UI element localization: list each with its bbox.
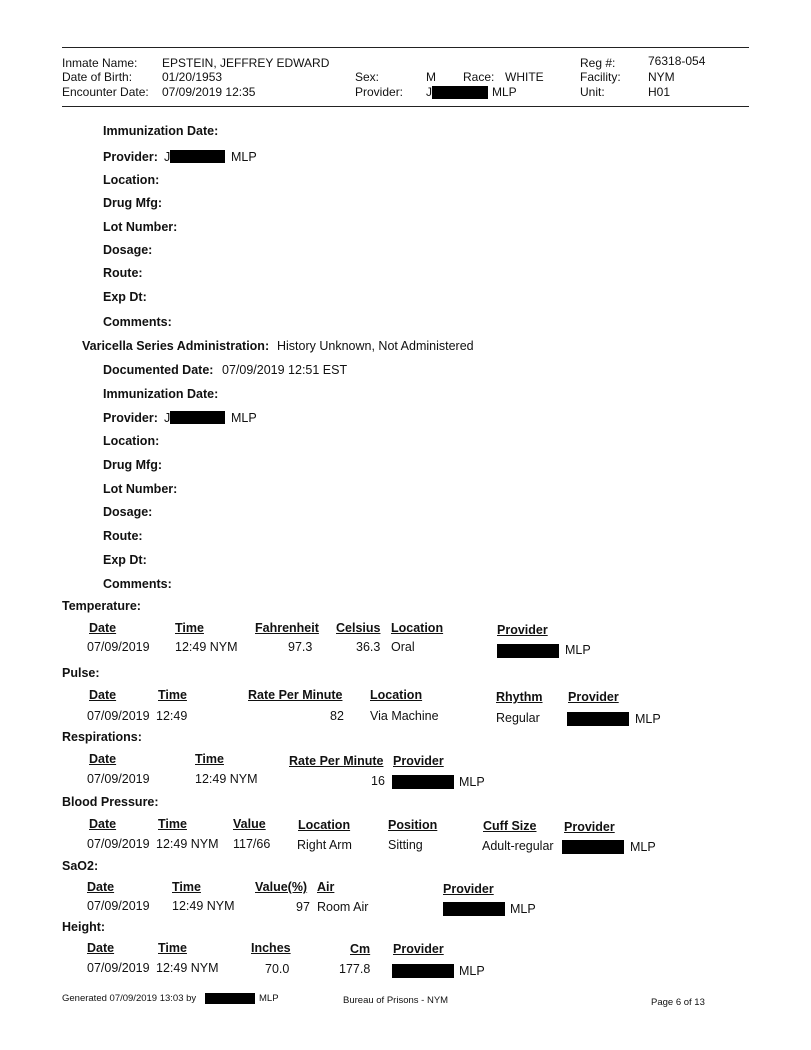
col-header-time: Time (158, 688, 187, 702)
varicella-title-label: Varicella Series Administration: (82, 339, 270, 353)
cell-provider-suffix: MLP (565, 643, 591, 657)
col-header-cm: Cm (350, 942, 371, 956)
redaction-bar (432, 86, 488, 99)
pulse-title: Pulse: (62, 666, 100, 680)
provider-suffix: MLP (492, 85, 517, 99)
unit-value: H01 (648, 85, 671, 99)
col-header-time: Time (195, 752, 224, 766)
col-header-air: Air (317, 880, 335, 894)
col-header-value: Value (233, 817, 266, 831)
header-top-rule (62, 47, 749, 48)
route-label: Route: (103, 529, 143, 543)
dosage-label: Dosage: (103, 243, 153, 257)
exp-dt-label: Exp Dt: (103, 290, 147, 304)
provider-prefix: J (426, 85, 432, 99)
lot-number-label: Lot Number: (103, 482, 178, 496)
cell-time: 12:49 NYM (195, 772, 258, 786)
cell-rate: 82 (330, 709, 344, 723)
provider-suffix: MLP (231, 411, 257, 425)
cell-date: 07/09/2019 (87, 899, 150, 913)
cell-time: 12:49 NYM (172, 899, 235, 913)
col-header-provider: Provider (497, 623, 548, 637)
redaction-bar (567, 712, 629, 726)
cell-date: 07/09/2019 (87, 772, 150, 786)
col-header-time: Time (172, 880, 201, 894)
cell-cuff-size: Adult-regular (482, 839, 554, 853)
reg-value: 76318-054 (648, 54, 706, 68)
footer-generated: Generated 07/09/2019 13:03 by (62, 993, 197, 1004)
col-header-location: Location (298, 818, 351, 832)
cell-date: 07/09/2019 (87, 709, 150, 723)
blood-pressure-title: Blood Pressure: (62, 795, 159, 809)
respirations-title: Respirations: (62, 730, 142, 744)
provider-label: Provider: (103, 411, 158, 425)
redaction-bar (170, 411, 225, 424)
reg-label: Reg #: (580, 56, 616, 70)
col-header-provider: Provider (393, 754, 444, 768)
redaction-bar (205, 993, 255, 1004)
provider-label: Provider: (355, 85, 404, 99)
provider-prefix: J (164, 411, 171, 425)
col-header-provider: Provider (564, 820, 615, 834)
cell-provider-suffix: MLP (459, 775, 485, 789)
col-header-date: Date (89, 621, 117, 635)
col-header-inches: Inches (251, 941, 291, 955)
cell-celsius: 36.3 (356, 640, 381, 654)
cell-fahrenheit: 97.3 (288, 640, 313, 654)
cell-date: 07/09/2019 (87, 640, 150, 654)
immunization-date-label: Immunization Date: (103, 387, 219, 401)
col-header-rhythm: Rhythm (496, 690, 543, 704)
comments-label: Comments: (103, 315, 172, 329)
dob-label: Date of Birth: (62, 70, 133, 84)
cell-location: Oral (391, 640, 415, 654)
cell-inches: 70.0 (265, 962, 290, 976)
location-label: Location: (103, 173, 160, 187)
location-label: Location: (103, 434, 160, 448)
route-label: Route: (103, 266, 143, 280)
redaction-bar (443, 902, 505, 916)
encounter-value: 07/09/2019 12:35 (162, 85, 256, 99)
col-header-provider: Provider (568, 690, 619, 704)
col-header-location: Location (370, 688, 423, 702)
comments-label: Comments: (103, 577, 172, 591)
cell-cm: 177.8 (339, 962, 371, 976)
col-header-provider: Provider (443, 882, 494, 896)
immunization-date-label: Immunization Date: (103, 124, 219, 138)
inmate-name: EPSTEIN, JEFFREY EDWARD (162, 56, 330, 70)
redaction-bar (170, 150, 225, 163)
footer-page: Page 6 of 13 (651, 997, 705, 1008)
cell-time: 12:49 NYM (175, 640, 238, 654)
col-header-date: Date (89, 752, 117, 766)
cell-provider-suffix: MLP (459, 964, 485, 978)
col-header-provider: Provider (393, 942, 444, 956)
cell-time: 12:49 NYM (156, 961, 219, 975)
redaction-bar (392, 964, 454, 978)
col-header-location: Location (391, 621, 444, 635)
col-header-fahrenheit: Fahrenheit (255, 621, 319, 635)
cell-rate: 16 (371, 774, 385, 788)
cell-date: 07/09/2019 (87, 837, 150, 851)
race-value: WHITE (505, 70, 544, 84)
provider-suffix: MLP (231, 150, 257, 164)
col-header-time: Time (158, 941, 187, 955)
cell-position: Sitting (388, 838, 423, 852)
exp-dt-label: Exp Dt: (103, 553, 147, 567)
col-header-time: Time (175, 621, 204, 635)
encounter-label: Encounter Date: (62, 85, 149, 99)
footer-center: Bureau of Prisons - NYM (343, 995, 449, 1006)
cell-value: 97 (296, 900, 310, 914)
lot-number-label: Lot Number: (103, 220, 178, 234)
documented-date-value: 07/09/2019 12:51 EST (222, 363, 348, 377)
col-header-time: Time (158, 817, 187, 831)
redaction-bar (497, 644, 559, 658)
dob-value: 01/20/1953 (162, 70, 223, 84)
height-title: Height: (62, 920, 106, 934)
cell-rhythm: Regular (496, 711, 540, 725)
col-header-celsius: Celsius (336, 621, 381, 635)
temperature-title: Temperature: (62, 599, 141, 613)
cell-time: 12:49 (156, 709, 188, 723)
col-header-date: Date (87, 941, 115, 955)
redaction-bar (562, 840, 624, 854)
header-bottom-rule (62, 106, 749, 107)
col-header-date: Date (87, 880, 115, 894)
cell-date: 07/09/2019 (87, 961, 150, 975)
cell-provider-suffix: MLP (635, 712, 661, 726)
facility-value: NYM (648, 70, 675, 84)
cell-provider-suffix: MLP (510, 902, 536, 916)
redaction-bar (392, 775, 454, 789)
documented-date-label: Documented Date: (103, 363, 214, 377)
cell-value: 117/66 (233, 837, 271, 851)
dosage-label: Dosage: (103, 505, 153, 519)
varicella-title-value: History Unknown, Not Administered (277, 339, 474, 353)
sex-value: M (426, 70, 436, 84)
cell-location: Right Arm (297, 838, 352, 852)
col-header-cuff-size: Cuff Size (483, 819, 537, 833)
inmate-name-label: Inmate Name: (62, 56, 138, 70)
cell-location: Via Machine (370, 709, 439, 723)
footer-generated-suffix: MLP (259, 993, 279, 1004)
race-label: Race: (463, 70, 495, 84)
facility-label: Facility: (580, 70, 621, 84)
col-header-value: Value(%) (255, 880, 308, 894)
col-header-position: Position (388, 818, 438, 832)
col-header-date: Date (89, 817, 117, 831)
sao2-title: SaO2: (62, 859, 99, 873)
col-header-rate: Rate Per Minute (248, 688, 343, 702)
sex-label: Sex: (355, 70, 380, 84)
col-header-rate: Rate Per Minute (289, 754, 384, 768)
provider-label: Provider: (103, 150, 158, 164)
cell-time: 12:49 NYM (156, 837, 219, 851)
cell-provider-suffix: MLP (630, 840, 656, 854)
unit-label: Unit: (580, 85, 605, 99)
provider-prefix: J (164, 150, 171, 164)
col-header-date: Date (89, 688, 117, 702)
cell-air: Room Air (317, 900, 369, 914)
drug-mfg-label: Drug Mfg: (103, 458, 163, 472)
drug-mfg-label: Drug Mfg: (103, 196, 163, 210)
